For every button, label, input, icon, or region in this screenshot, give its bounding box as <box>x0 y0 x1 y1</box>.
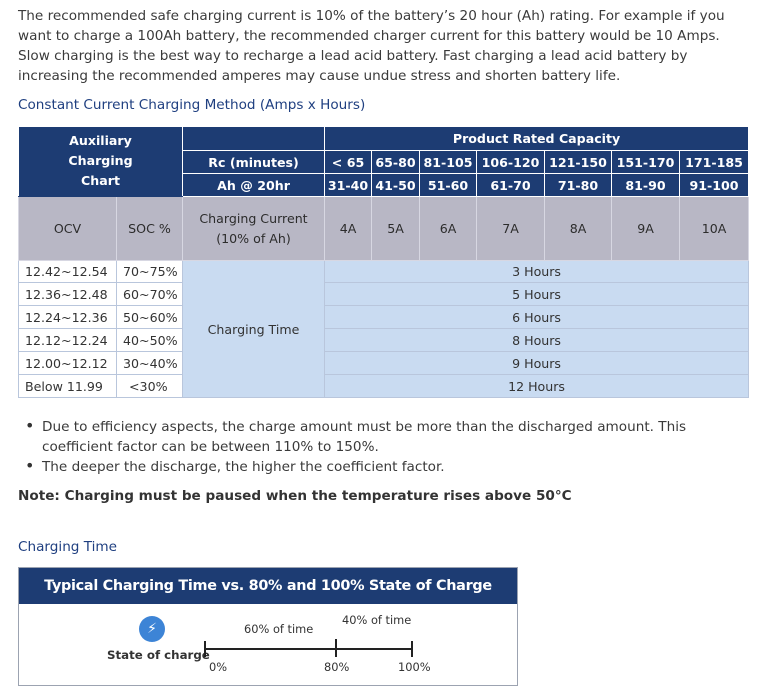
temperature-note: Note: Charging must be paused when the temperature rises above 50°C <box>18 488 572 504</box>
charging-current-line-2: (10% of Ah) <box>216 230 291 246</box>
ah-value: 71-80 <box>545 174 612 197</box>
time-cell: 3 Hours <box>325 261 749 283</box>
charging-time-infographic <box>18 567 518 686</box>
corner-line-1: Auxiliary <box>69 132 132 148</box>
rc-value: 65-80 <box>372 151 420 174</box>
list-item: • Due to efficiency aspects, the charge amount must be more than the discharged amount. This coefficient factor can be between 110% to 150%. <box>18 417 748 457</box>
current-value: 7A <box>477 197 545 261</box>
ocv-cell: Below 11.99 <box>19 375 117 398</box>
soc-cell: 70~75% <box>117 261 183 283</box>
soc-cell: 50~60% <box>117 306 183 329</box>
rc-value: < 65 <box>325 151 372 174</box>
rc-value: 121-150 <box>545 151 612 174</box>
timeline-bar <box>199 634 419 664</box>
current-value: 8A <box>545 197 612 261</box>
soc-cell: 40~50% <box>117 329 183 352</box>
soc-header: SOC % <box>117 197 183 261</box>
charging-time-label: Charging Time <box>183 261 325 398</box>
infographic-header: Typical Charging Time vs. 80% and 100% State of Charge <box>19 568 517 604</box>
time-cell: 8 Hours <box>325 329 749 352</box>
ah-label: Ah @ 20hr <box>183 174 325 197</box>
soc-cell: 60~70% <box>117 283 183 306</box>
ocv-cell: 12.36~12.48 <box>19 283 117 306</box>
current-value: 4A <box>325 197 372 261</box>
section-title-constant-current: Constant Current Charging Method (Amps x Hours) <box>18 97 366 113</box>
notes-list <box>18 417 748 477</box>
ocv-cell: 12.00~12.12 <box>19 352 117 375</box>
tick-label-0: 0% <box>209 660 228 674</box>
ah-value: 81-90 <box>612 174 680 197</box>
time-cell: 12 Hours <box>325 375 749 398</box>
corner-line-2: Charging <box>68 152 133 168</box>
state-of-charge-label: State of charge <box>107 648 210 662</box>
ocv-cell: 12.24~12.36 <box>19 306 117 329</box>
intro-paragraph: The recommended safe charging current is 10% of the battery’s 20 hour (Ah) rating. For example if you want to charge a 100Ah battery, the recommended charger current for this battery would be 10 Amps. Slow charging is the best way to recharge a lead acid battery. Fast charging a lead acid battery by increasing the recommended amperes may cause undue stress and shorten battery life. <box>18 8 725 84</box>
ocv-cell: 12.42~12.54 <box>19 261 117 283</box>
ah-value: 51-60 <box>420 174 477 197</box>
second-segment-label: 40% of time <box>342 613 412 627</box>
tick-label-100: 100% <box>398 660 431 674</box>
charging-current-header <box>183 197 325 261</box>
section-title-charging-time: Charging Time <box>18 539 118 555</box>
rc-value: 171-185 <box>680 151 749 174</box>
ah-value: 91-100 <box>680 174 749 197</box>
corner-header <box>19 127 183 197</box>
current-value: 10A <box>680 197 749 261</box>
first-segment-label: 60% of time <box>244 622 314 636</box>
list-item: • The deeper the discharge, the higher the coefficient factor. <box>18 457 748 477</box>
time-cell: 6 Hours <box>325 306 749 329</box>
current-value: 9A <box>612 197 680 261</box>
corner-line-3: Chart <box>81 172 120 188</box>
rc-value: 81-105 <box>420 151 477 174</box>
soc-cell: <30% <box>117 375 183 398</box>
time-cell: 9 Hours <box>325 352 749 375</box>
ah-value: 41-50 <box>372 174 420 197</box>
current-value: 6A <box>420 197 477 261</box>
ah-value: 61-70 <box>477 174 545 197</box>
ah-value: 31-40 <box>325 174 372 197</box>
ocv-cell: 12.12~12.24 <box>19 329 117 352</box>
soc-cell: 30~40% <box>117 352 183 375</box>
charging-current-line-1: Charging Current <box>199 210 308 226</box>
rc-value: 151-170 <box>612 151 680 174</box>
lightning-bolt-icon: ⚡ <box>139 616 165 642</box>
current-value: 5A <box>372 197 420 261</box>
rc-label: Rc (minutes) <box>183 151 325 174</box>
rc-value: 106-120 <box>477 151 545 174</box>
product-rated-capacity-header: Product Rated Capacity <box>325 127 749 151</box>
charging-chart-table <box>18 126 749 398</box>
time-cell: 5 Hours <box>325 283 749 306</box>
ocv-header: OCV <box>19 197 117 261</box>
tick-label-80: 80% <box>324 660 350 674</box>
